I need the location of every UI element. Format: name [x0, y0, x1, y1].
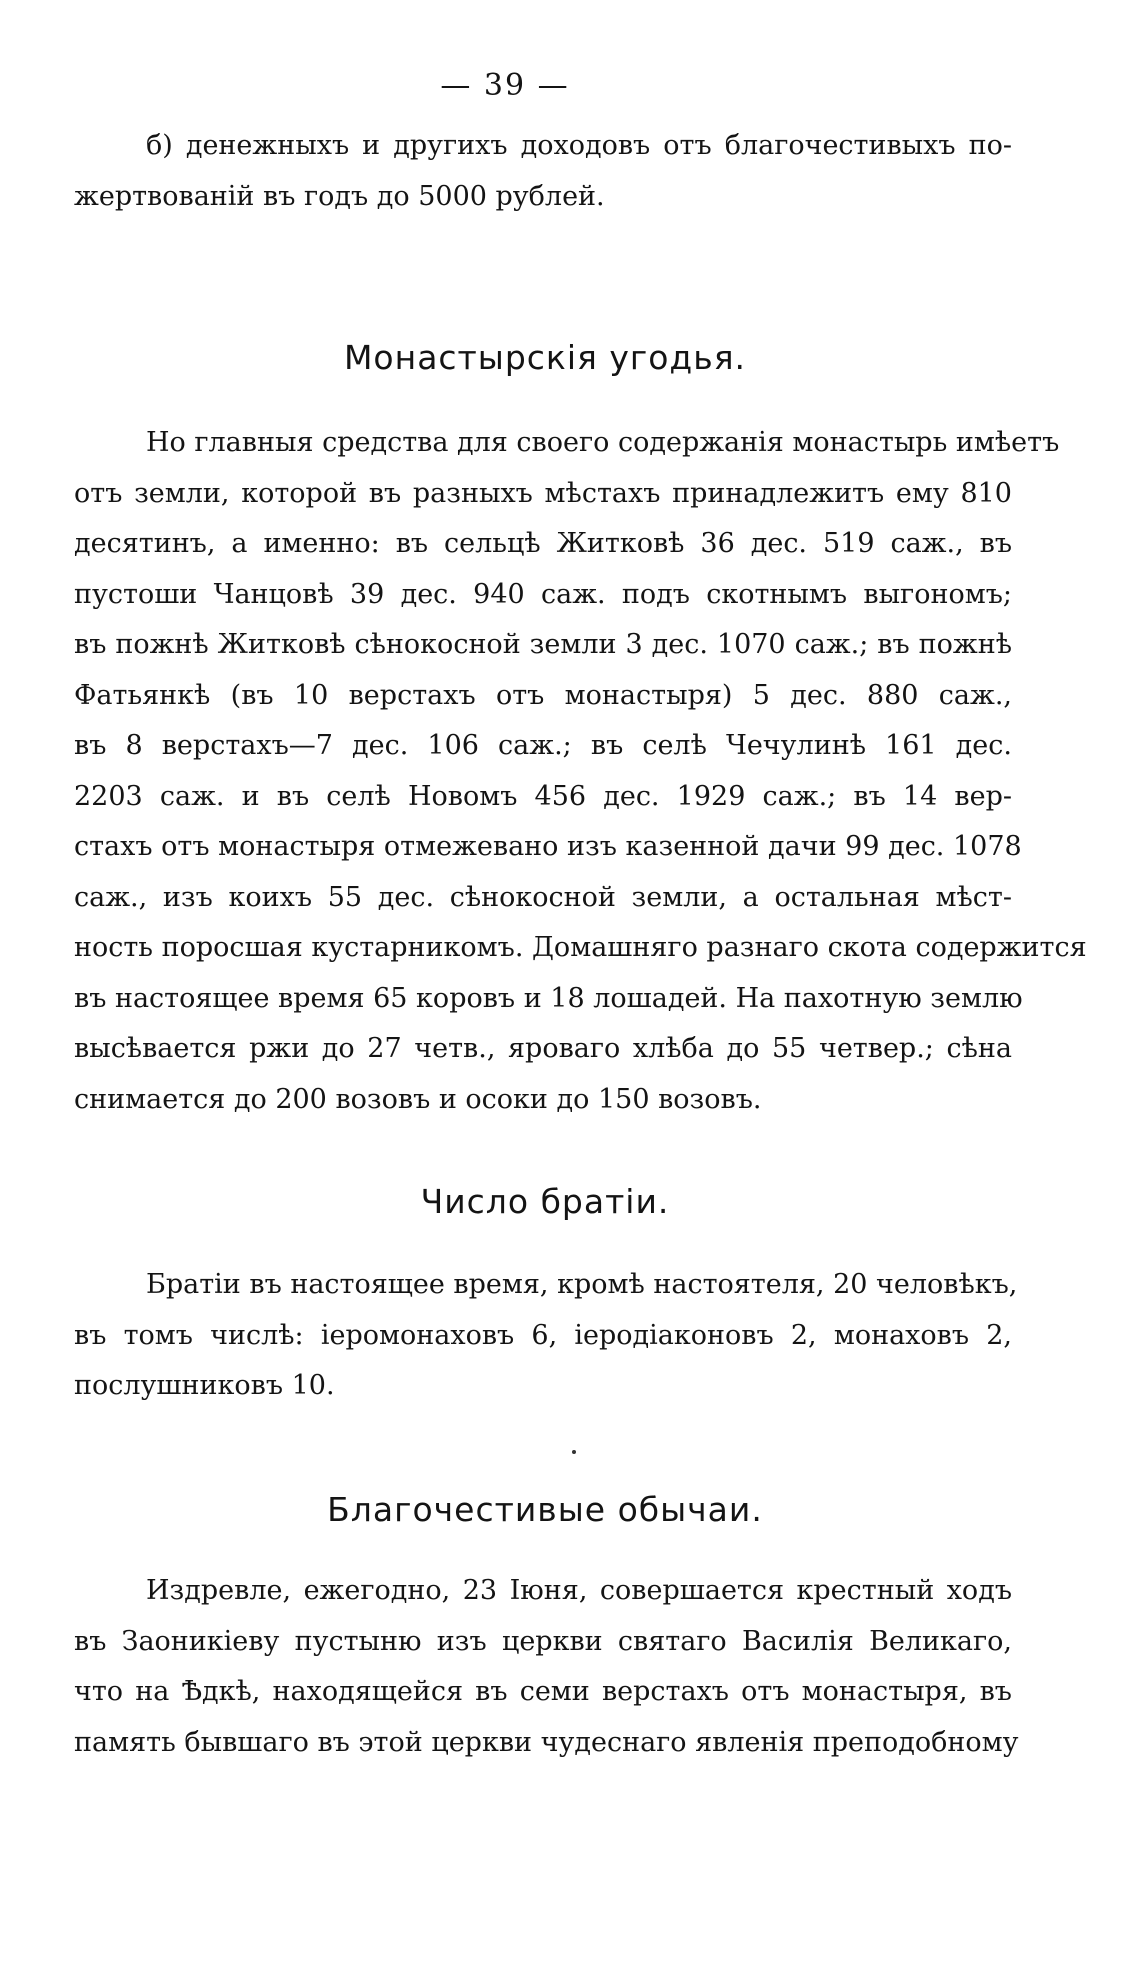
text-line: память бывшаго въ этой церкви чудеснаго явленія преподобному: [74, 1726, 1019, 1758]
text-line: въ настоящее время 65 коровъ и 18 лошадей. На пахотную землю: [74, 982, 1023, 1014]
text-line: Фатьянкѣ (въ 10 верстахъ отъ монастыря) 5 дес. 880 саж.,: [74, 679, 1012, 711]
text-line: стахъ отъ монастыря отмежевано изъ казенной дачи 99 дес. 1078: [74, 831, 1022, 862]
text-line: послушниковъ 10.: [74, 1370, 335, 1401]
text-line: Но главныя средства для своего содержанія монастырь имѣетъ: [146, 427, 1060, 458]
text-line: саж., изъ коихъ 55 дес. сѣнокосной земли, а остальная мѣст-: [74, 881, 1012, 913]
text-line: въ томъ числѣ: іеромонаховъ 6, іеродіаконовъ 2, монаховъ 2,: [74, 1319, 1012, 1351]
text-line: Издревле, ежегодно, 23 Іюня, совершается крестный ходъ: [146, 1575, 1012, 1606]
text-line: Братіи въ настоящее время, кромѣ настоятеля, 20 человѣкъ,: [146, 1269, 1018, 1300]
text-line: пустоши Чанцовѣ 39 дес. 940 саж. подъ скотнымъ выгономъ;: [74, 578, 1012, 610]
text-line: что на Ѣдкѣ, находящейся въ семи верстахъ отъ монастыря, въ: [74, 1676, 1012, 1707]
pious-customs-paragraph: [74, 1566, 1019, 1768]
text-line: въ 8 верстахъ—7 дес. 106 саж.; въ селѣ Чечулинѣ 161 дес.: [74, 730, 1012, 761]
print-speck: [572, 1450, 576, 1454]
page-number: — 39 —: [440, 68, 570, 103]
section-heading-brethren-count: Число братіи.: [420, 1182, 670, 1221]
text-line: десятинъ, а именно: въ сельцѣ Житковѣ 36 дес. 519 саж., въ: [74, 528, 1012, 559]
section-heading-monastery-lands: Монастырскія угодья.: [343, 338, 747, 377]
intro-paragraph: [74, 121, 1012, 222]
text-line: высѣвается ржи до 27 четв., яроваго хлѣба до 55 четвер.; сѣна: [74, 1033, 1012, 1064]
text-line: ность поросшая кустарникомъ. Домашняго разнаго скота содержится: [74, 932, 1087, 963]
monastery-lands-paragraph: [74, 418, 1087, 1125]
text-line: жертвованій въ годъ до 5000 рублей.: [74, 180, 605, 212]
text-line: отъ земли, которой въ разныхъ мѣстахъ принадлежитъ ему 810: [74, 477, 1012, 509]
section-heading-pious-customs: Благочестивые обычаи.: [327, 1490, 763, 1529]
brethren-count-paragraph: [74, 1260, 1018, 1412]
text-line: въ пожнѣ Житковѣ сѣнокосной земли 3 дес. 1070 саж.; въ пожнѣ: [74, 629, 1012, 660]
text-line: снимается до 200 возовъ и осоки до 150 возовъ.: [74, 1083, 762, 1115]
text-line: б) денежныхъ и другихъ доходовъ отъ благочестивыхъ по-: [146, 130, 1012, 161]
text-line: 2203 саж. и въ селѣ Новомъ 456 дес. 1929 саж.; въ 14 вер-: [74, 780, 1012, 812]
text-line: въ Заоникіеву пустыню изъ церкви святаго Василія Великаго,: [74, 1625, 1012, 1657]
